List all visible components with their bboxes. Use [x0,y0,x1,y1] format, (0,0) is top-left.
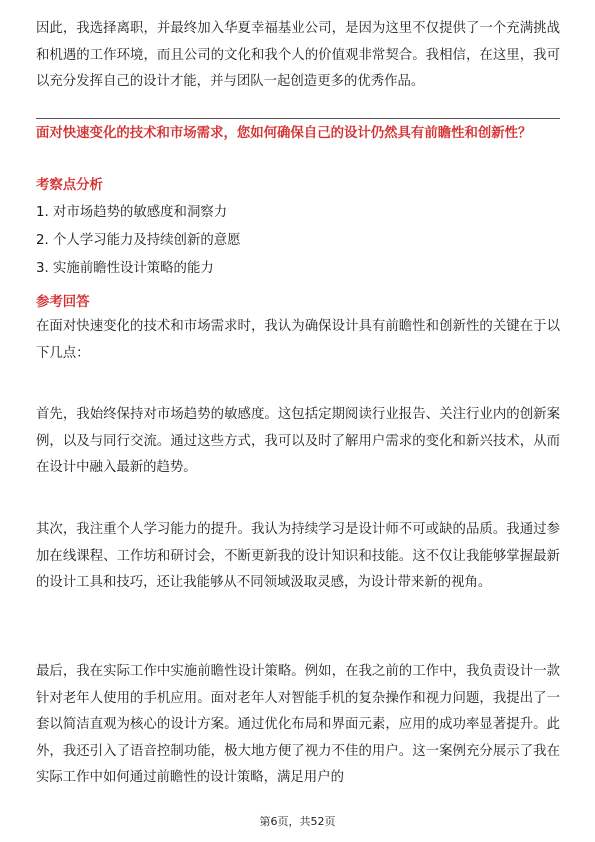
answer-paragraph-text: 最后，我在实际工作中实施前瞻性设计策略。例如，在我之前的工作中，我负责设计一款针对老年人使用的手机应用。面对老年人对智能手机的复杂操作和视力问题，我提出了一套以简洁直观为核心的设计方案。通过优化布局和界面元素，应用的成功率显著提升。此外，我还引入了语音控制功能，极大地方便了视力不佳的用户。这一案例充分展示了我在实际工作中如何通过前瞻性的设计策略，满足用户的 [36,664,560,785]
analysis-title: 考察点分析 [36,178,103,193]
answer-paragraph-text: 在面对快速变化的技术和市场需求时，我认为确保设计具有前瞻性和创新性的关键在于以下几点： [36,319,560,361]
answer-paragraph-1 [36,314,560,367]
answer-paragraph-3 [36,517,560,597]
analysis-point-2: 2. 个人学习能力及持续创新的意愿 [36,233,241,248]
question-heading: 面对快速变化的技术和市场需求，您如何确保自己的设计仍然具有前瞻性和创新性？ [36,126,532,141]
answer-title: 参考回答 [36,295,90,310]
page-number-footer: 第6页，共52页 [259,815,336,828]
answer-paragraph-text: 其次，我注重个人学习能力的提升。我认为持续学习是设计师不可或缺的品质。我通过参加在线课程、工作坊和研讨会，不断更新我的设计知识和技能。这不仅让我能够掌握最新的设计工具和技巧，还让我能够从不同领域汲取灵感，为设计带来新的视角。 [36,522,560,590]
intro-paragraph: 因此，我选择离职，并最终加入华夏幸福基业公司，是因为这里不仅提供了一个充满挑战和机遇的工作环境，而且公司的文化和我个人的价值观非常契合。我相信，在这里，我可以充分发挥自己的设计才能，并与团队一起创造更多的优秀作品。 [36,21,560,89]
answer-paragraph-2 [36,402,560,482]
analysis-point-1: 1. 对市场趋势的敏感度和洞察力 [36,205,228,220]
analysis-point-3: 3. 实施前瞻性设计策略的能力 [36,261,214,276]
answer-paragraph-text: 首先，我始终保持对市场趋势的敏感度。这包括定期阅读行业报告、关注行业内的创新案例，以及与同行交流。通过这些方式，我可以及时了解用户需求的变化和新兴技术，从而在设计中融入最新的趋势。 [36,407,560,475]
answer-paragraph-4 [36,659,560,792]
section-divider [36,118,560,119]
